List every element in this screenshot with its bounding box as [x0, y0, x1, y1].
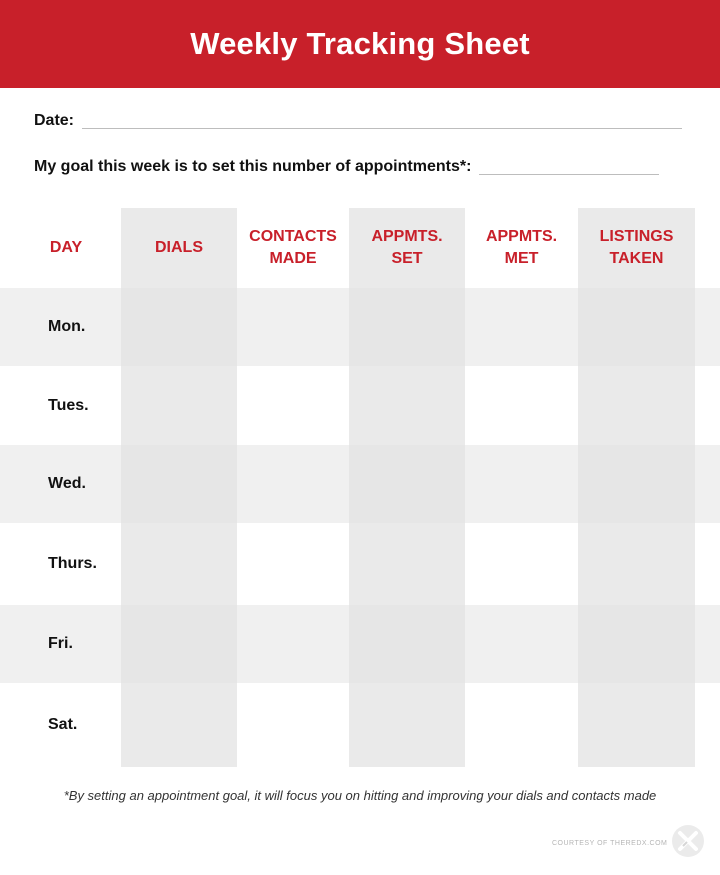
date-field	[34, 112, 682, 130]
header-appmts-met: APPMTS. MET	[485, 228, 558, 267]
goal-label: My goal this week is to set this number of appointments*:	[34, 158, 472, 175]
credit-text: COURTESY OF THEREDX.COM	[552, 840, 668, 847]
day-label-sat: Sat.	[48, 716, 78, 733]
header-listings-taken: LISTINGS TAKEN	[599, 228, 674, 267]
day-label-fri: Fri.	[48, 635, 73, 652]
header-appmts-set: APPMTS. SET	[371, 228, 443, 267]
header-banner	[0, 0, 720, 88]
day-label-wed: Wed.	[48, 475, 86, 492]
goal-line[interactable]	[479, 173, 659, 175]
footnote: *By setting an appointment goal, it will focus you on hitting and improving your dials and contacts made	[63, 788, 657, 803]
day-label-thurs: Thurs.	[48, 555, 97, 572]
header-dials: DIALS	[155, 239, 203, 256]
date-label: Date:	[34, 112, 75, 129]
goal-field	[34, 158, 659, 176]
column-shade-dials	[121, 208, 237, 767]
header-day: DAY	[49, 239, 83, 256]
header-contacts-made: CONTACTS MADE	[249, 228, 337, 267]
redx-logo-icon	[671, 824, 705, 858]
tracking-table	[0, 208, 720, 767]
day-label-mon: Mon.	[48, 318, 86, 335]
date-line[interactable]	[82, 127, 682, 129]
page-title: Weekly Tracking Sheet	[190, 26, 530, 61]
column-shade-listings	[578, 208, 695, 767]
column-shade-appmts-set	[349, 208, 465, 767]
day-label-tues: Tues.	[48, 396, 89, 414]
